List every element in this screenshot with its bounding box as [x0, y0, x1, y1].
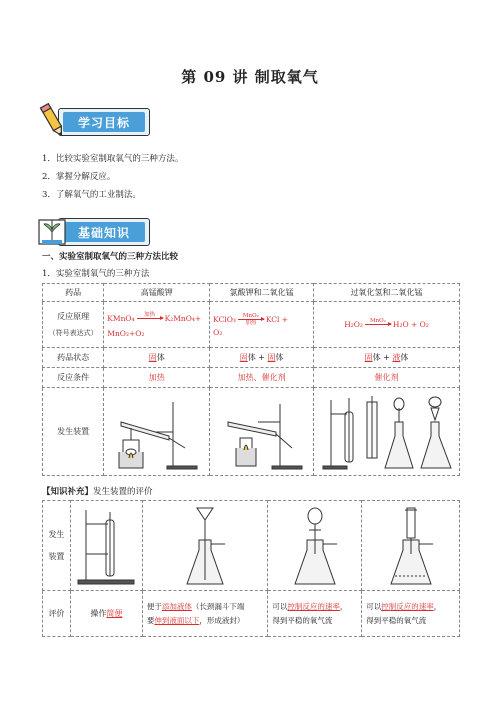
reaction-arrow: MnO₂ 加热 — [238, 313, 264, 326]
badge-label: 基础知识 — [77, 225, 130, 240]
apparatus-cell — [70, 501, 142, 591]
equation-cell — [104, 302, 210, 348]
equation-product: KCl + — [265, 314, 289, 324]
row-label: 反应原理 — [57, 312, 90, 321]
table-header: 高锰酸钾 — [104, 284, 210, 302]
row-label: 发生装置 — [43, 388, 104, 476]
apparatus-cell — [104, 388, 210, 476]
equation-product: K₂MnO₄+ — [164, 313, 202, 323]
apparatus-cell — [314, 388, 460, 476]
equation-product: O₂ — [213, 327, 223, 337]
section-subheading: 1．实验室制氧气的三种方法 — [42, 269, 150, 279]
condition-cell: 加热 — [104, 368, 210, 388]
list-item: 2．掌握分解反应。 — [42, 172, 116, 182]
heating-apparatus-diagram — [214, 392, 310, 472]
funnel-flask-diagram — [175, 504, 235, 588]
supplement-tag: 【知识补充】 — [42, 487, 94, 497]
condition-cell: 催化剂 — [314, 368, 460, 388]
table-header: 药品 — [43, 284, 104, 302]
condition-cell: 加热、催化剂 — [210, 368, 314, 388]
state-cell: 固体 — [104, 348, 210, 368]
reaction-arrow: 加热 — [137, 312, 163, 325]
apparatus-cell — [210, 388, 314, 476]
syringe-flask-diagram — [381, 504, 441, 588]
principle-label-cell — [43, 302, 104, 348]
table-header: 氯酸钾和二氧化锰 — [210, 284, 314, 302]
eval-cell: 可以控制反应的速率， 得到平稳的氧气流 — [362, 591, 460, 637]
badge-banner — [58, 108, 150, 136]
equation-reactant: KClO₃ — [213, 314, 236, 324]
list-item: 3．了解氧气的工业制法。 — [42, 190, 141, 200]
supplement-heading — [42, 485, 153, 497]
heating-apparatus-diagram — [109, 392, 205, 472]
pencil-icon — [36, 100, 68, 140]
supplement-text: 发生装置的评价 — [93, 487, 153, 497]
list-item: 1．比较实验室制取氧气的三种方法。 — [42, 154, 184, 164]
eval-cell: 便于添加液体（长颈漏斗下端 要伸到液面以下，形成液封） — [142, 591, 268, 637]
row-label: 反应条件 — [43, 368, 104, 388]
equation-cell — [314, 302, 460, 348]
equation-cell — [210, 302, 314, 348]
state-cell: 固体 + 液体 — [314, 348, 460, 368]
equation-product: MnO₂+O₂ — [107, 328, 145, 338]
row-label: 发生 装置 — [43, 501, 71, 591]
apparatus-cell — [142, 501, 268, 591]
test-tube-stand-diagram — [74, 504, 138, 588]
badge-label: 学习目标 — [77, 115, 130, 130]
book-plant-icon — [36, 210, 68, 250]
badge-banner — [58, 218, 150, 246]
row-label: 药品状态 — [43, 348, 104, 368]
eval-cell: 操作简便 — [70, 591, 142, 637]
apparatus-cell — [362, 501, 460, 591]
table-header: 过氧化氢和二氧化锰 — [314, 284, 460, 302]
equation-reactant: H₂O₂ — [344, 320, 363, 329]
evaluation-table — [42, 500, 460, 637]
reaction-arrow: MnO₂ — [365, 318, 391, 331]
methods-table — [42, 283, 460, 476]
section-heading: 一、实验室制取氧气的三种方法比较 — [42, 252, 179, 262]
eval-cell: 可以控制反应的速率， 得到平稳的氧气流 — [268, 591, 362, 637]
separatory-funnel-flask-diagram — [285, 504, 345, 588]
goals-list — [42, 150, 183, 204]
equation-product: H₂O + O₂ — [392, 320, 429, 329]
apparatus-cell — [268, 501, 362, 591]
equation-reactant: KMnO₄ — [107, 313, 135, 323]
state-cell: 固体 + 固体 — [210, 348, 314, 368]
liquid-apparatus-diagram — [317, 392, 457, 472]
row-sublabel: （符号表达式） — [48, 329, 98, 337]
row-label: 评价 — [43, 591, 71, 637]
page-title: 第 09 讲 制取氧气 — [181, 68, 319, 86]
